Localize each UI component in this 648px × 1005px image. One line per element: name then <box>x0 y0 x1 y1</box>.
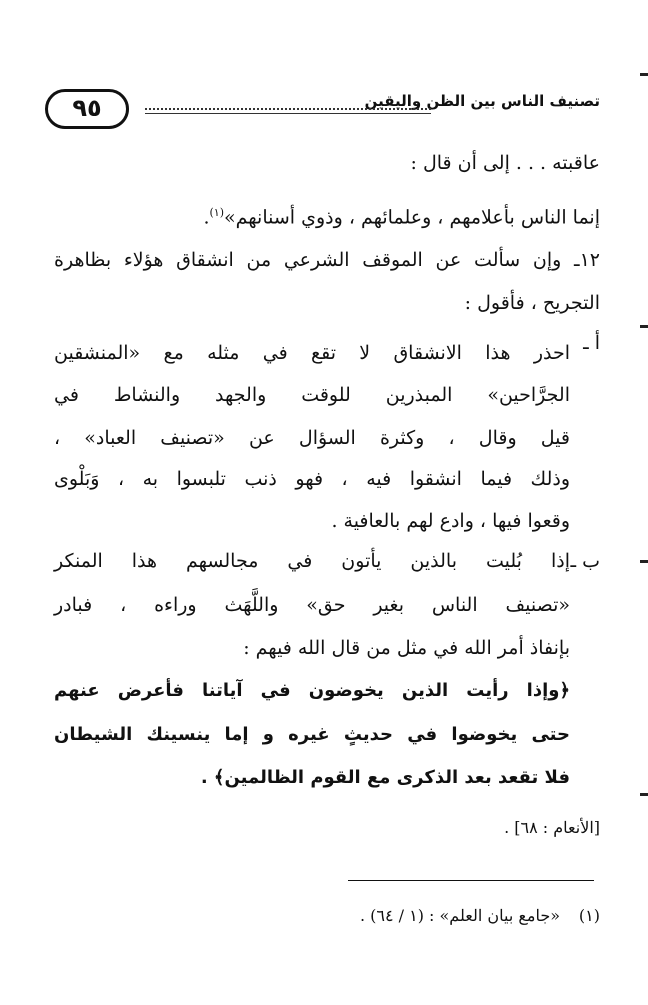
text-line-10: إذا بُليت بالذين يأتون في مجالسهم هذا المنكر <box>54 550 570 572</box>
header-rule <box>145 113 431 114</box>
footnote-separator <box>348 880 594 881</box>
text-line-8: وذلك فيما انشقوا فيه ، فهو ذنب تلبسوا به ، وَبَلْوى <box>54 468 570 490</box>
text-line-4: التجريح ، فأقول : <box>464 292 600 314</box>
verse-reference: [الأنعام : ٦٨] . <box>504 818 600 837</box>
quran-verse-line-1: ﴿وإذا رأيت الذين يخوضون في آياتنا فأعرض عنهم <box>54 680 570 701</box>
text-line-11: «تصنيف الناس بغير حق» واللَّهَث وراءه ، فبادر <box>54 594 570 616</box>
scan-edge-mark <box>640 793 648 796</box>
scan-edge-mark <box>640 73 648 76</box>
text-line-2-main: إنما الناس بأعلامهم ، وعلمائهم ، وذوي أسنانهم» <box>224 206 600 229</box>
scan-edge-mark <box>640 325 648 328</box>
footnote-text: «جامع بيان العلم» : (١ / ٦٤) . <box>359 906 560 925</box>
quran-verse-line-2: حتى يخوضوا في حديثٍ غيره و إما ينسينك الشيطان <box>54 724 570 745</box>
page-number-badge: ٩٥ <box>45 89 129 129</box>
item-a-marker: أ ـ <box>583 332 600 354</box>
header-dotted-rule <box>145 108 431 110</box>
item-b-marker: ب ـ <box>570 550 600 572</box>
text-line-12: بإنفاذ أمر الله في مثل من قال الله فيهم : <box>243 637 570 659</box>
text-line-6: الجرَّاحين» المبذرين للوقت والجهد والنشاط في <box>54 384 570 406</box>
text-line-3: ١٢ـ وإن سألت عن الموقف الشرعي من انشقاق هؤلاء بظاهرة <box>54 249 600 271</box>
text-line-9: وقعوا فيها ، وادع لهم بالعافية . <box>331 510 570 532</box>
text-line-1: عاقبته . . . إلى أن قال : <box>410 152 600 174</box>
footnote-number: (١) <box>578 906 600 925</box>
scan-edge-mark <box>640 560 648 563</box>
running-header-title: تصنيف الناس بين الظن واليقين <box>364 92 600 110</box>
quran-verse-line-3: فلا تقعد بعد الذكرى مع القوم الظالمين﴾ . <box>200 767 570 788</box>
text-line-7: قيل وقال ، وكثرة السؤال عن «تصنيف العباد» ، <box>54 427 570 449</box>
text-line-2 <box>54 200 600 230</box>
text-line-5: احذر هذا الانشقاق لا تقع في مثله مع «المنشقين <box>54 342 570 364</box>
text-line-2-end: . <box>203 206 210 229</box>
footnote-reference: (١) <box>209 206 225 219</box>
